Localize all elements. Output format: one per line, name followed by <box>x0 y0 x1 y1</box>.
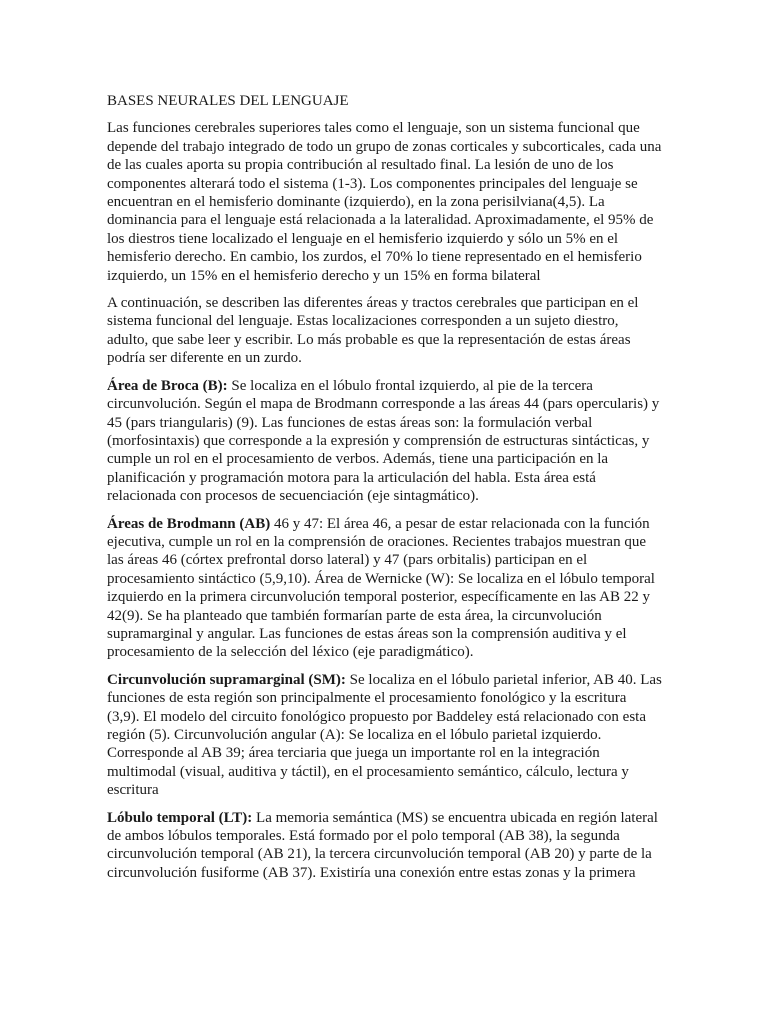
paragraph-heading: Áreas de Brodmann (AB) <box>107 515 271 532</box>
paragraph-broca <box>107 377 662 506</box>
paragraph-text: 46 y 47: El área 46, a pesar de estar relacionada con la función ejecutiva, cumple un rol en la comprensión de oraciones. Recientes trabajos muestran que las áreas 46 (córtex prefrontal dorso lateral) y 47 (pars orbitalis) participan en el procesamiento sintáctico (5,9,10). Área de Wernicke (W): Se localiza en el lóbulo temporal izquierdo en la primera circunvolución temporal posterior, específicamente en las AB 22 y 42(9). Se ha planteado que también formarían parte de esta área, la circunvolución supramarginal y angular. Las funciones de estas áreas son la comprensión auditiva y el procesamiento de la selección del léxico (eje paradigmático). <box>107 515 655 661</box>
paragraph-text: Se localiza en el lóbulo parietal inferior, AB 40. Las funciones de esta región son principalmente el procesamiento fonológico y la escritura (3,9). El modelo del circuito fonológico propuesto por Baddeley está relacionado con esta región (5). Circunvolución angular (A): Se localiza en el lóbulo parietal izquierdo. Corresponde al AB 39; área terciaria que juega un importante rol en la integración multimodal (visual, auditiva y táctil), en el procesamiento semántico, cálculo, lectura y escritura <box>107 671 662 799</box>
paragraph-text: A continuación, se describen las diferentes áreas y tractos cerebrales que participan en el sistema funcional del lenguaje. Estas localizaciones corresponden a un sujeto diestro, adulto, que sabe leer y escribir. Lo más probable es que la representación de estas áreas podría ser diferente en un zurdo. <box>107 295 639 367</box>
document-title: BASES NEURALES DEL LENGUAJE <box>107 93 349 109</box>
document-body <box>107 92 662 891</box>
paragraph-text: La memoria semántica (MS) se encuentra ubicada en región lateral de ambos lóbulos temporales. Está formado por el polo temporal (AB 38), la segunda circunvolución temporal (AB 21), la tercera circunvolución temporal (AB 20) y parte de la circunvolución fusiforme (AB 37). Existiría una conexión entre estas zonas y la primera <box>107 809 658 881</box>
paragraph-brodmann <box>107 515 662 662</box>
paragraph-temporal <box>107 809 662 883</box>
paragraph-supramarginal <box>107 671 662 800</box>
paragraph-heading: Circunvolución supramarginal (SM): <box>107 671 346 688</box>
paragraph-text: Las funciones cerebrales superiores tales como el lenguaje, son un sistema funcional que depende del trabajo integrado de todo un grupo de zonas corticales y subcorticales, cada una de las cuales aporta su propia contribución al resultado final. La lesión de uno de los componentes alterará todo el sistema (1-3). Los componentes principales del lenguaje se encuentran en el hemisferio dominante (izquierdo), en la zona perisilviana(4,5). La dominancia para el lenguaje está relacionada a la lateralidad. Aproximadamente, el 95% de los diestros tiene localizado el lenguaje en el hemisferio izquierdo y sólo un 5% en el hemisferio derecho. En cambio, los zurdos, el 70% lo tiene representado en el hemisferio izquierdo, un 15% en el hemisferio derecho y un 15% en forma bilateral <box>107 120 662 284</box>
paragraph-heading: Área de Broca (B): <box>107 377 228 394</box>
paragraph-heading: Lóbulo temporal (LT): <box>107 809 253 826</box>
paragraph-text: Se localiza en el lóbulo frontal izquierdo, al pie de la tercera circunvolución. Según el mapa de Brodmann corresponde a las áreas 44 (pars opercularis) y 45 (pars triangularis) (9). Las funciones de estas áreas son: la formulación verbal (morfosintaxis) que corresponde a la expresión y comprensión de estructuras sintácticas, y cumple un rol en el procesamiento de verbos. Además, tiene una participación en la planificación y programación motora para la articulación del habla. Esta área está relacionada con procesos de secuenciación (eje sintagmático). <box>107 377 660 505</box>
paragraph-intro <box>107 119 662 285</box>
paragraph-overview <box>107 294 662 368</box>
